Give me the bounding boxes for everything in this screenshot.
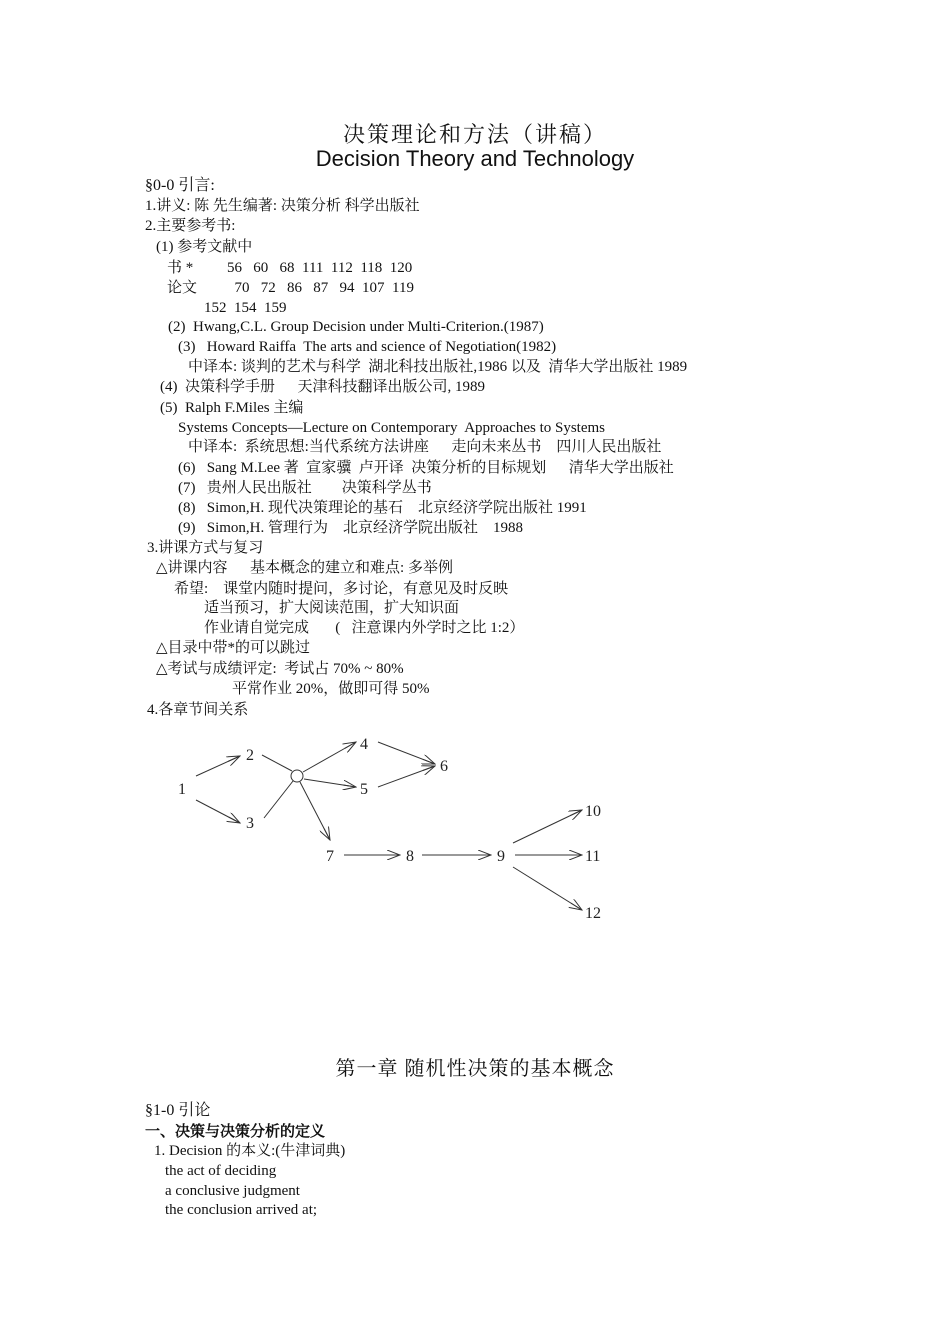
intro-line: 1.讲义: 陈 先生编著: 决策分析 科学出版社 bbox=[145, 198, 420, 214]
intro-heading: §0-0 引言: bbox=[145, 177, 215, 194]
diagram-node: 5 bbox=[360, 781, 368, 798]
intro-line: (2) Hwang,C.L. Group Decision under Multi-Criterion.(1987) bbox=[168, 319, 544, 335]
intro-line: Systems Concepts—Lecture on Contemporary Approaches to Systems bbox=[178, 420, 606, 436]
diagram-node: 6 bbox=[440, 758, 448, 775]
intro-line: (1) 参考文献中 bbox=[156, 239, 253, 255]
edge-1-3 bbox=[196, 800, 240, 823]
junction-node bbox=[291, 770, 303, 782]
intro-line: △讲课内容 基本概念的建立和难点: 多举例 bbox=[156, 560, 453, 576]
intro-line: 3.讲课方式与复习 bbox=[147, 540, 264, 556]
intro-line: 希望: 课堂内随时提问，多讨论，有意见及时反映 bbox=[174, 581, 509, 597]
intro-line: 平常作业 20%，做即可得 50% bbox=[232, 681, 430, 697]
diagram-node: 3 bbox=[246, 815, 254, 832]
intro-line: (3) Howard Raiffa The arts and science of Negotiation(1982) bbox=[178, 339, 557, 355]
body-line: the act of deciding bbox=[165, 1163, 277, 1179]
intro-line: 4.各章节间关系 bbox=[147, 702, 249, 718]
diagram-node: 4 bbox=[360, 736, 368, 753]
diagram-node: 12 bbox=[585, 905, 601, 922]
intro-line: (4) 决策科学手册 天津科技翻译出版公司, 1989 bbox=[160, 379, 485, 395]
intro-line: 适当预习，扩大阅读范围，扩大知识面 bbox=[204, 600, 460, 616]
diagram-node: 11 bbox=[585, 848, 601, 865]
diagram-node: 8 bbox=[406, 848, 414, 865]
edge-junction-5 bbox=[304, 779, 356, 787]
diagram-node: 9 bbox=[497, 848, 505, 865]
intro-line: △目录中带*的可以跳过 bbox=[156, 640, 311, 656]
diagram-node: 2 bbox=[246, 747, 254, 764]
diagram-node: 10 bbox=[585, 803, 601, 820]
intro-line: 中译本: 系统思想:当代系统方法讲座 走向未来丛书 四川人民出版社 bbox=[188, 439, 662, 455]
intro-line: 中译本: 谈判的艺术与科学 湖北科技出版社,1986 以及 清华大学出版社 1989 bbox=[188, 359, 688, 375]
edge-2-junction bbox=[262, 755, 292, 771]
intro-line: 152 154 159 bbox=[204, 300, 287, 316]
document-title-cn: 决策理论和方法（讲稿） bbox=[342, 122, 607, 147]
body-line: 1. Decision 的本义:(牛津词典) bbox=[154, 1143, 346, 1159]
diagram-node: 7 bbox=[326, 848, 334, 865]
edge-4-6 bbox=[378, 742, 435, 764]
document-title-en: Decision Theory and Technology bbox=[315, 146, 635, 171]
body-line: the conclusion arrived at; bbox=[165, 1202, 318, 1218]
edge-9-10 bbox=[513, 810, 582, 843]
edge-5-6 bbox=[378, 766, 435, 787]
intro-line: △考试与成绩评定: 考试占 70% ~ 80% bbox=[156, 661, 404, 677]
chapter-title: 第一章 随机性决策的基本概念 bbox=[335, 1058, 615, 1080]
edge-1-2 bbox=[196, 756, 240, 776]
intro-line: 书 * 56 60 68 111 112 118 120 bbox=[167, 260, 413, 276]
subsection-heading: 一、决策与决策分析的定义 bbox=[145, 1124, 326, 1140]
section-heading: §1-0 引论 bbox=[145, 1102, 211, 1119]
intro-line: (7) 贵州人民出版社 决策科学丛书 bbox=[178, 480, 432, 496]
edge-junction-7 bbox=[300, 782, 330, 840]
diagram-node: 1 bbox=[178, 781, 186, 798]
intro-line: 作业请自觉完成 ( 注意课内外学时之比 1:2） bbox=[204, 620, 525, 636]
intro-line: (8) Simon,H. 现代决策理论的基石 北京经济学院出版社 1991 bbox=[178, 500, 587, 516]
edge-3-junction bbox=[264, 781, 293, 818]
intro-line: 论文 70 72 86 87 94 107 119 bbox=[167, 280, 414, 296]
body-line: a conclusive judgment bbox=[165, 1183, 300, 1199]
intro-line: (9) Simon,H. 管理行为 北京经济学院出版社 1988 bbox=[178, 520, 524, 536]
intro-line: (6) Sang M.Lee 著 宣家骥 卢开译 决策分析的目标规划 清华大学出版社 bbox=[178, 460, 674, 476]
intro-line: (5) Ralph F.Miles 主编 bbox=[160, 400, 304, 416]
edge-junction-4 bbox=[303, 742, 356, 772]
intro-line: 2.主要参考书: bbox=[145, 218, 236, 234]
edge-9-12 bbox=[513, 867, 582, 910]
